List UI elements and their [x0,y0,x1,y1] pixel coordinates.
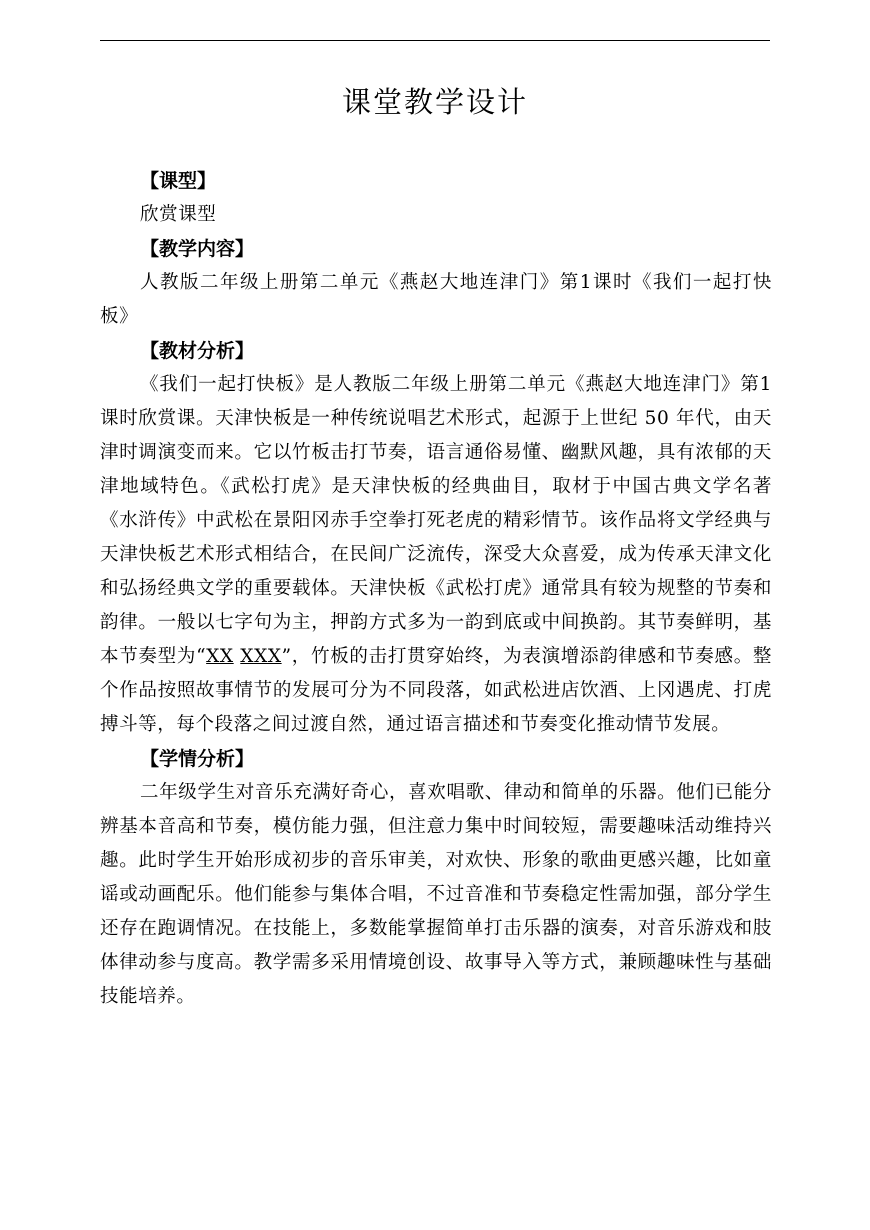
section-heading-student-analysis: 【学情分析】 [140,748,255,770]
section-heading-lesson-type: 【课型】 [140,170,217,192]
document-body [100,164,772,1014]
header-rule [100,40,770,41]
rhythm-pattern-1: XX [206,646,234,667]
section-body-material-analysis [100,368,772,742]
section-body-teaching-content: 人教版二年级上册第二单元《燕赵大地连津门》第1课时《我们一起打快板》 [100,272,772,327]
material-analysis-text-a: 《我们一起打快板》是人教版二年级上册第二单元《燕赵大地连津门》第1课时欣赏课。天津快板是一种传统说唱艺术形式，起源于上世纪 50 年代，由天津时调演变而来。它以竹板击打节奏，语言通俗易懂、幽默风趣，具有浓郁的天津地域特色。《武松打虎》是天津快板的经典曲目，取材于中国古典文学名著《水浒传》中武松在景阳冈赤手空拳打死老虎的精彩情节。该作品将文学经典与天津快板艺术形式相结合，在民间广泛流传，深受大众喜爱，成为传承天津文化和弘扬经典文学的重要载体。天津快板《武松打虎》通常具有较为规整的节奏和韵律。一般以七字句为主，押韵方式多为一韵到底或中间换韵。其节奏鲜明，基本节奏型为“ [100,374,772,667]
rhythm-pattern-2: XXX [240,646,282,667]
section-body-student-analysis: 二年级学生对音乐充满好奇心，喜欢唱歌、律动和简单的乐器。他们已能分辨基本音高和节奏，模仿能力强，但注意力集中时间较短，需要趣味活动维持兴趣。此时学生开始形成初步的音乐审美，对欢快、形象的歌曲更感兴趣，比如童谣或动画配乐。他们能参与集体合唱，不过音准和节奏稳定性需加强，部分学生还存在跑调情况。在技能上，多数能掌握简单打击乐器的演奏，对音乐游戏和肢体律动参与度高。教学需多采用情境创设、故事导入等方式，兼顾趣味性与基础技能培养。 [100,782,772,1007]
section-body-lesson-type: 欣赏课型 [140,204,217,225]
section-heading-material-analysis: 【教材分析】 [140,340,255,362]
material-analysis-text-b: ”，竹板的击打贯穿始终，为表演增添韵律感和节奏感。整个作品按照故事情节的发展可分为不同段落，如武松进店饮酒、上冈遇虎、打虎搏斗等，每个段落之间过渡自然，通过语言描述和节奏变化推动情节发展。 [100,646,773,735]
section-heading-teaching-content: 【教学内容】 [140,238,255,260]
document-title: 课堂教学设计 [341,85,528,119]
